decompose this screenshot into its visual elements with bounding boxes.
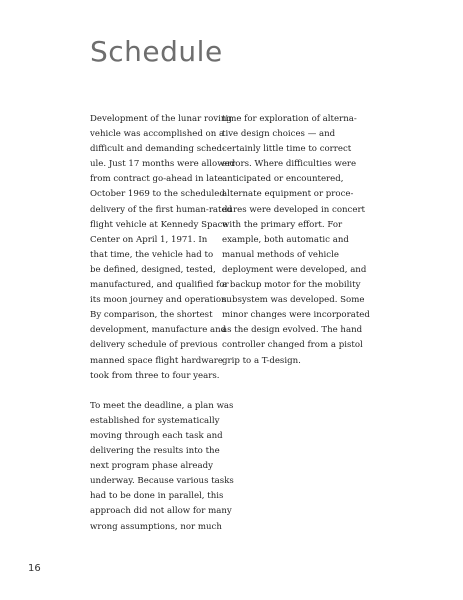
text-line: approach did not allow for many xyxy=(90,506,232,517)
text-line: alternate equipment or proce- xyxy=(222,189,354,200)
text-line: delivery schedule of previous xyxy=(90,340,218,351)
text-line: Development of the lunar roving xyxy=(90,114,232,124)
text-line: controller changed from a pistol xyxy=(222,340,363,351)
text-line: deployment were developed, and xyxy=(222,264,367,275)
text-line: By comparison, the shortest xyxy=(90,310,213,321)
text-line: vehicle was accomplished on a xyxy=(90,129,225,140)
text-line: underway. Because various tasks xyxy=(90,476,234,487)
text-line: be defined, designed, tested, xyxy=(90,264,216,275)
text-line: as the design evolved. The hand xyxy=(222,325,363,336)
text-line: with the primary effort. For xyxy=(222,219,343,230)
text-line: Center on April 1, 1971. In xyxy=(90,234,208,245)
page-number: 16 xyxy=(28,563,41,574)
text-line: development, manufacture and xyxy=(90,325,227,336)
text-line: established for systematically xyxy=(90,415,220,426)
text-line: had to be done in parallel, this xyxy=(90,491,224,502)
text-line: delivering the results into the xyxy=(90,446,220,457)
paragraph xyxy=(222,112,370,369)
text-line: To meet the deadline, a plan was xyxy=(90,400,234,411)
text-line: tive design choices — and xyxy=(222,129,336,140)
text-line: time for exploration of alterna- xyxy=(222,114,357,124)
text-line: flight vehicle at Kennedy Space xyxy=(90,219,228,230)
text-line: minor changes were incorporated xyxy=(222,310,370,321)
text-line: delivery of the first human-rated xyxy=(90,204,233,215)
text-line: certainly little time to correct xyxy=(222,144,352,155)
text-line: anticipated or encountered, xyxy=(222,174,344,185)
paragraph xyxy=(90,399,234,535)
text-line: next program phase already xyxy=(90,461,213,472)
text-line: subsystem was developed. Some xyxy=(222,295,365,306)
text-line: errors. Where difficulties were xyxy=(222,159,357,170)
text-line: grip to a T-design. xyxy=(222,355,301,366)
text-line: that time, the vehicle had to xyxy=(90,249,214,260)
text-line: its moon journey and operation. xyxy=(90,295,230,306)
text-line: wrong assumptions, nor much xyxy=(90,521,222,532)
text-line: from contract go-ahead in late xyxy=(90,174,223,185)
text-line: moving through each task and xyxy=(90,430,223,441)
paragraph xyxy=(90,112,236,384)
text-column-left xyxy=(90,112,236,535)
paragraph-gap xyxy=(90,384,218,399)
text-column-right xyxy=(222,112,370,369)
text-line: ule. Just 17 months were allowed xyxy=(90,159,236,170)
text-line: manned space flight hardware xyxy=(90,355,223,366)
text-line: example, both automatic and xyxy=(222,234,349,245)
text-line: took from three to four years. xyxy=(90,370,220,381)
text-line: difficult and demanding sched- xyxy=(90,144,225,155)
page-title: Schedule xyxy=(90,35,223,68)
text-line: manual methods of vehicle xyxy=(222,249,339,260)
text-line: manufactured, and qualified for xyxy=(90,280,229,291)
text-line: dures were developed in concert xyxy=(222,204,366,215)
text-line: October 1969 to the scheduled xyxy=(90,189,225,200)
text-line: a backup motor for the mobility xyxy=(222,280,361,291)
